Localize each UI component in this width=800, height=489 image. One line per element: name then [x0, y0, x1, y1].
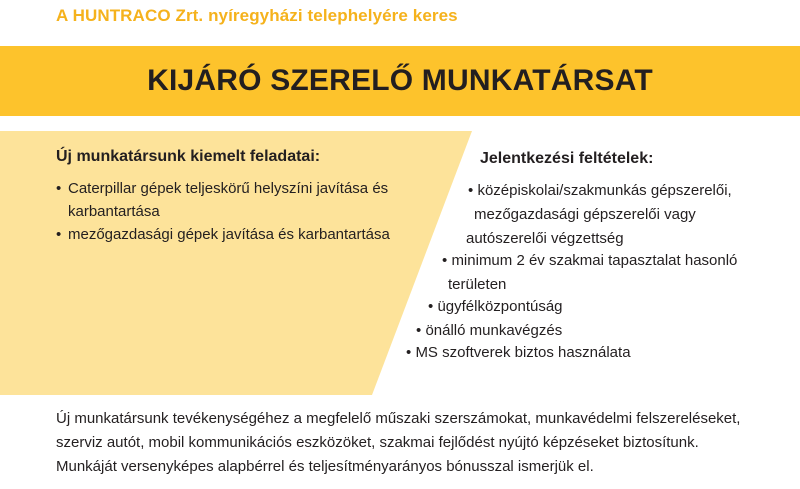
tasks-list	[56, 177, 396, 246]
list-item	[416, 321, 562, 341]
list-item	[468, 181, 732, 201]
title-banner	[0, 46, 800, 116]
list-item-text: minimum 2 év szakmai tapasztalat hasonló	[451, 252, 738, 269]
tasks-section	[56, 147, 396, 246]
list-item-text: mezőgazdasági gépek javítása és karbantartása	[68, 226, 390, 243]
benefits-line: Munkáját versenyképes alapbérrel és teljesítményarányos bónusszal ismerjük el.	[56, 458, 594, 475]
bullet-icon: •	[56, 226, 62, 243]
job-title: KIJÁRÓ SZERELŐ MUNKATÁRSAT	[147, 64, 653, 97]
list-item-text: középiskolai/szakmunkás gépszerelői,	[477, 182, 732, 199]
list-item-text: önálló munkavégzés	[425, 322, 563, 339]
benefits-line: szerviz autót, mobil kommunikációs eszközöket, szakmai fejlődést nyújtó képzéseket biztosítunk.	[56, 434, 699, 451]
benefits-line: Új munkatársunk tevékenységéhez a megfelelő műszaki szerszámokat, munkavédelmi felszereléseket,	[56, 410, 741, 427]
list-item-text: MS szoftverek biztos használata	[415, 344, 631, 361]
bullet-icon: •	[416, 322, 422, 339]
list-item-text: mezőgazdasági gépszerelői vagy	[474, 206, 696, 223]
list-item	[56, 223, 396, 246]
list-item-text: ügyfélközpontúság	[437, 298, 563, 315]
list-item	[442, 251, 737, 271]
list-item	[406, 343, 631, 363]
list-item	[56, 177, 396, 223]
list-item-text: autószerelői végzettség	[466, 230, 624, 247]
bullet-icon: •	[406, 344, 412, 361]
bullet-icon: •	[468, 182, 474, 199]
tasks-heading: Új munkatársunk kiemelt feladatai:	[56, 148, 321, 165]
employer-intro: A HUNTRACO Zrt. nyíregyházi telephelyére keres	[56, 6, 458, 25]
list-item-text: területen	[448, 276, 507, 293]
requirements-heading: Jelentkezési feltételek:	[480, 150, 654, 167]
list-item-text: karbantartása	[68, 203, 160, 220]
list-item-text: Caterpillar gépek teljeskörű helyszíni javítása és	[68, 180, 389, 197]
bullet-icon: •	[56, 180, 62, 197]
bullet-icon: •	[428, 298, 434, 315]
bullet-icon: •	[442, 252, 448, 269]
benefits-paragraph	[56, 407, 776, 479]
list-item	[428, 297, 563, 317]
